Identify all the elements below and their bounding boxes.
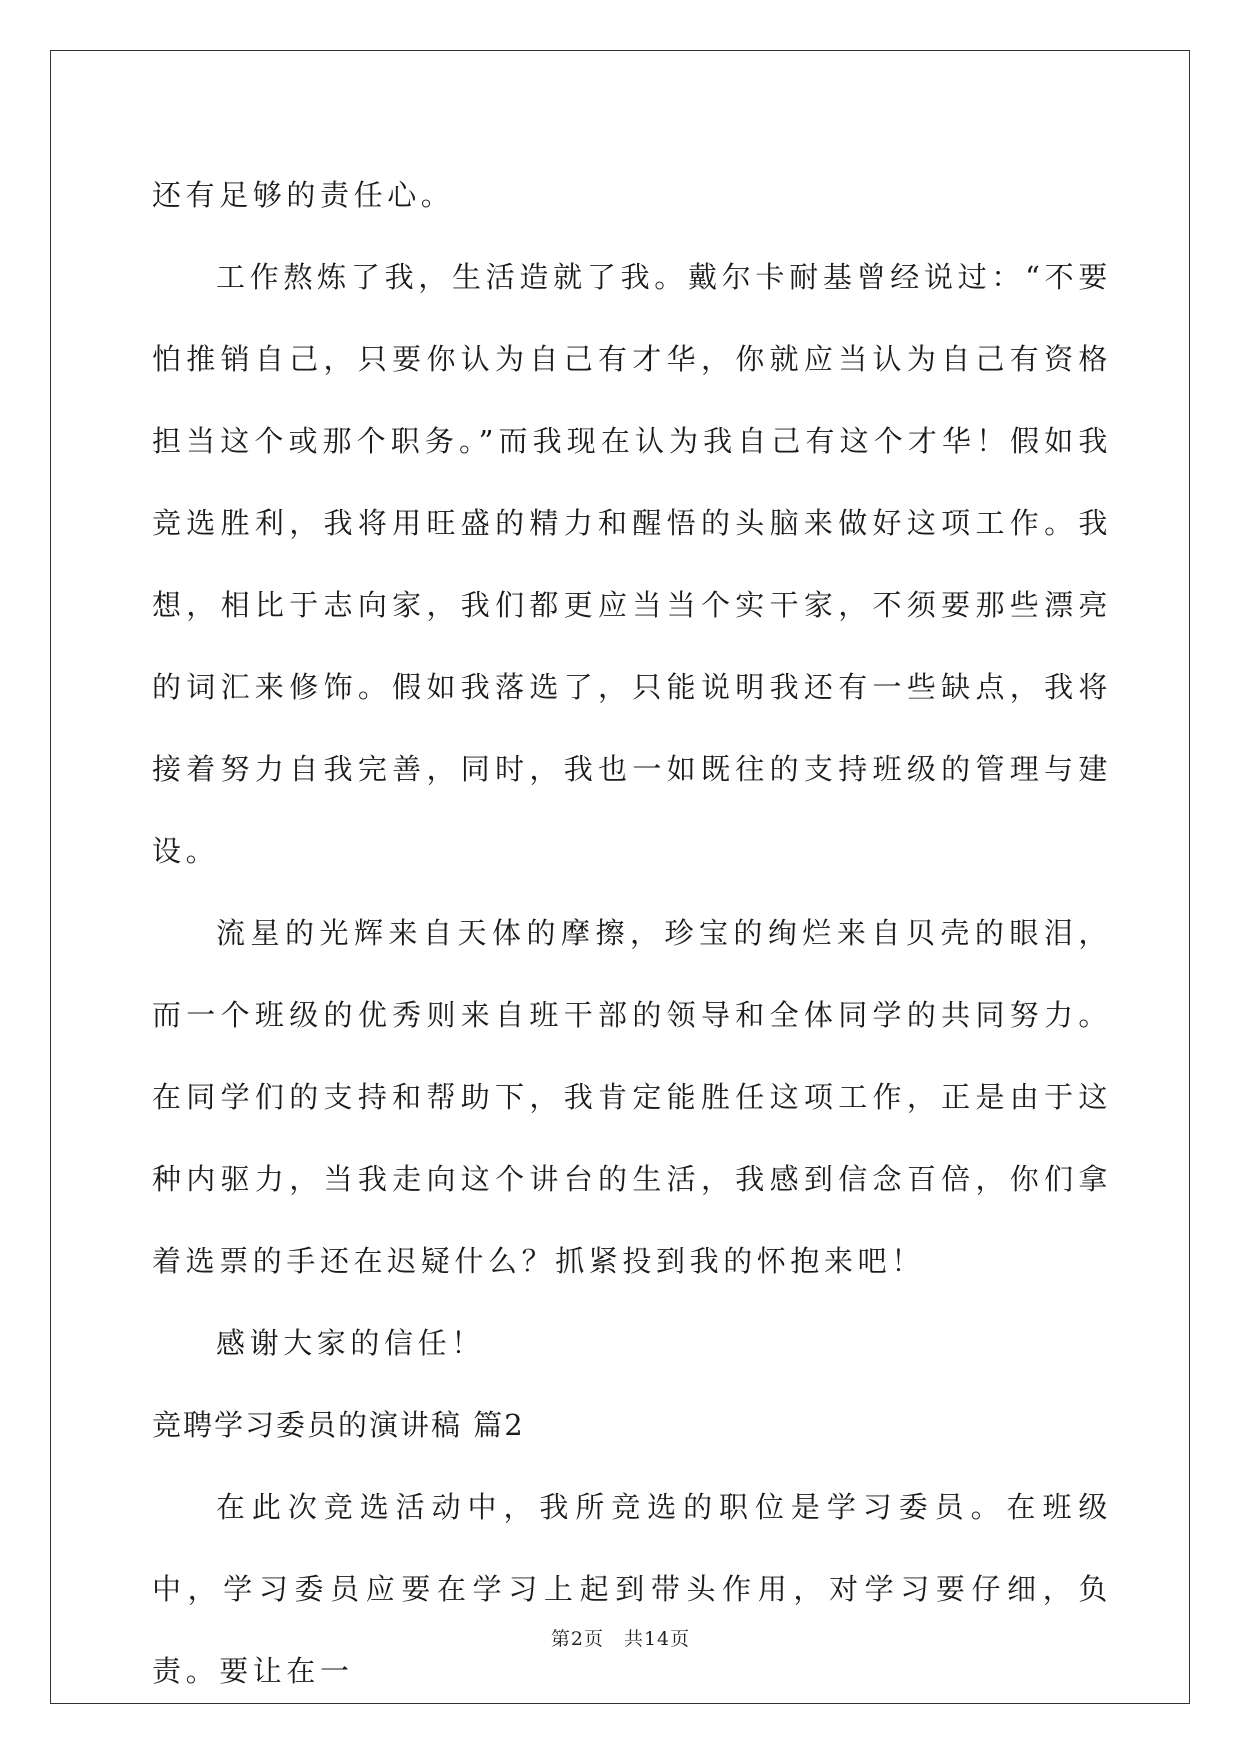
paragraph: 流星的光辉来自天体的摩擦，珍宝的绚烂来自贝壳的眼泪，而一个班级的优秀则来自班干部的领导和全体同学的共同努力。在同学们的支持和帮助下，我肯定能胜任这项工作，正是由于这种内驱力，当我走向这个讲台的生活，我感到信念百倍，你们拿着选票的手还在迟疑什么？抓紧投到我的怀抱来吧！ <box>152 916 1112 1278</box>
paragraph: 工作熬炼了我，生活造就了我。戴尔卡耐基曾经说过：“不要怕推销自己，只要你认为自己有才华，你就应当认为自己有资格担当这个或那个职务。”而我现在认为我自己有这个才华！假如我竞选胜利，我将用旺盛的精力和醒悟的头脑来做好这项工作。我想，相比于志向家，我们都更应当当个实干家，不须要那些漂亮的词汇来修饰。假如我落选了，只能说明我还有一些缺点，我将接着努力自我完善，同时，我也一如既往的支持班级的管理与建设。 <box>152 260 1112 868</box>
paragraph: 在此次竞选活动中，我所竞选的职位是学习委员。在班级中，学习委员应要在学习上起到带头作用，对学习要仔细，负责。要让在一 <box>152 1490 1112 1688</box>
document-body <box>152 154 1112 1712</box>
paragraph: 还有足够的责任心。 <box>152 178 455 212</box>
section-heading: 竞聘学习委员的演讲稿 篇2 <box>152 1408 525 1442</box>
page-number-footer: 第2页 共14页 <box>550 1628 691 1650</box>
paragraph: 感谢大家的信任！ <box>216 1326 485 1360</box>
